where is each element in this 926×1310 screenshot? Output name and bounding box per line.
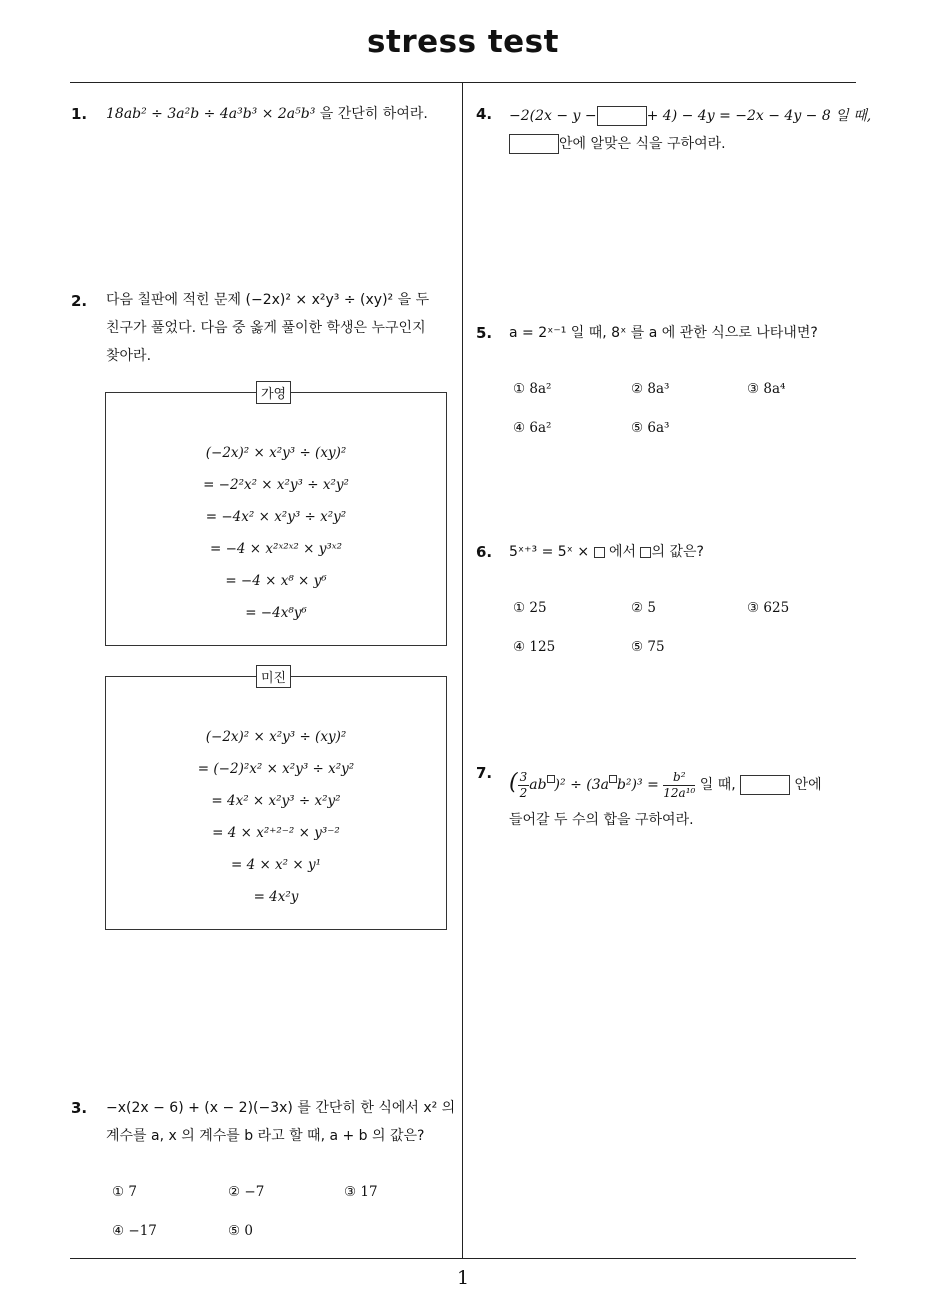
q5-option-5[interactable]: ⑤ 6a³ — [631, 420, 670, 436]
q1-text: 을 간단히 하여라. — [319, 106, 428, 122]
q5-option-4[interactable]: ④ 6a² — [513, 420, 552, 436]
page-title: stress test — [367, 24, 559, 60]
question-number-5: 5. — [476, 324, 493, 342]
q4-expression-b: + 4) − 4y = −2x − 4y − 8 일 때, — [646, 108, 872, 124]
step-line: = 4 × x²⁺²⁻² × y³⁻² — [212, 825, 340, 841]
q5-text: a = 2ˣ⁻¹ 일 때, 8ˣ 를 a 에 관한 식으로 나타내면? — [509, 325, 818, 341]
step-line: (−2x)² × x²y³ ÷ (xy)² — [205, 729, 347, 745]
question-3 — [106, 1094, 458, 1150]
q7-text-b: 안에 — [794, 777, 822, 793]
q7-fraction-2-numerator: b² — [663, 770, 695, 786]
q7-expression-after: )² ÷ (3a — [554, 777, 609, 793]
question-6 — [509, 538, 859, 566]
bottom-divider — [70, 1258, 856, 1259]
box-label-gayeong: 가영 — [256, 381, 291, 404]
q6-text-c: 의 값은? — [651, 544, 704, 560]
step-line: = (−2)²x² × x²y³ ÷ x²y² — [197, 761, 355, 777]
q3-line-1: −x(2x − 6) + (x − 2)(−3x) 를 간단히 한 식에서 x² 의 — [106, 1100, 456, 1116]
q4-answer-blank — [597, 106, 647, 126]
q7-fraction-1-numerator: 3 — [519, 769, 528, 784]
q6-text-b: 에서 — [608, 544, 637, 560]
q5-option-1[interactable]: ① 8a² — [513, 381, 552, 397]
solution-box-mijin — [105, 671, 447, 930]
q7-box-symbol — [609, 775, 617, 783]
q2-line-1: 다음 칠판에 적힌 문제 (−2x)² × x²y³ ÷ (xy)² 을 두 — [106, 292, 430, 308]
gayeong-steps — [106, 437, 446, 629]
question-number-3: 3. — [71, 1099, 88, 1117]
q6-box-symbol — [640, 547, 651, 558]
q3-option-2[interactable]: ② −7 — [228, 1184, 265, 1200]
question-1 — [106, 100, 428, 128]
q6-option-3[interactable]: ③ 625 — [747, 600, 790, 616]
q3-option-1[interactable]: ① 7 — [112, 1184, 137, 1200]
q5-option-3[interactable]: ③ 8a⁴ — [747, 381, 786, 397]
mijin-steps — [106, 721, 446, 913]
question-7 — [509, 764, 861, 834]
q7-fraction-1-denominator: 2 — [519, 785, 528, 800]
q7-line-2: 들어갈 두 수의 합을 구하여라. — [509, 812, 694, 828]
q4-answer-blank — [509, 134, 559, 154]
q7-box-symbol — [547, 775, 555, 783]
box-label-mijin: 미진 — [256, 665, 291, 688]
q6-option-5[interactable]: ⑤ 75 — [631, 639, 665, 655]
step-line: = −4 × x⁸ × y⁶ — [225, 573, 327, 589]
question-2 — [106, 286, 458, 370]
q6-option-1[interactable]: ① 25 — [513, 600, 547, 616]
q2-line-2: 친구가 풀었다. 다음 중 옳게 풀이한 학생은 누구인지 — [106, 320, 426, 336]
q7-fraction-1 — [518, 770, 530, 801]
solution-box-gayeong — [105, 387, 447, 646]
question-number-2: 2. — [71, 292, 88, 310]
q7-expression-mid: ab — [529, 777, 547, 793]
q4-expression-a: −2(2x − y − — [509, 108, 597, 124]
column-divider — [462, 83, 463, 1259]
q1-expression: 18ab² ÷ 3a²b ÷ 4a³b³ × 2a⁵b³ — [106, 106, 316, 122]
question-number-6: 6. — [476, 543, 493, 561]
q5-option-2[interactable]: ② 8a³ — [631, 381, 670, 397]
top-divider — [70, 82, 856, 83]
q7-text-a: 일 때, — [699, 777, 736, 793]
step-line: = −4 × x²ˣ²ˣ² × y³ˣ² — [210, 541, 342, 557]
step-line: = −4x⁸y⁶ — [245, 605, 307, 621]
step-line: = 4 × x² × y¹ — [230, 857, 322, 873]
q4-line-2: 안에 알맞은 식을 구하여라. — [559, 136, 726, 152]
q6-option-4[interactable]: ④ 125 — [513, 639, 556, 655]
q7-answer-blank — [740, 775, 790, 795]
question-number-1: 1. — [71, 105, 88, 123]
q7-fraction-2 — [663, 770, 695, 801]
q3-option-5[interactable]: ⑤ 0 — [228, 1223, 253, 1239]
step-line: = 4x²y — [253, 889, 299, 905]
q7-fraction-2-denominator: 12a¹⁰ — [663, 785, 696, 800]
step-line: = −2²x² × x²y³ ÷ x²y² — [203, 477, 349, 493]
step-line: (−2x)² × x²y³ ÷ (xy)² — [205, 445, 347, 461]
step-line: = −4x² × x²y³ ÷ x²y² — [205, 509, 347, 525]
q3-option-4[interactable]: ④ −17 — [112, 1223, 157, 1239]
question-4 — [509, 102, 872, 158]
q2-line-3: 찾아라. — [106, 348, 152, 364]
page-number: 1 — [456, 1267, 470, 1289]
question-number-7: 7. — [476, 764, 493, 782]
q6-option-2[interactable]: ② 5 — [631, 600, 656, 616]
q6-box-symbol — [594, 547, 605, 558]
question-number-4: 4. — [476, 105, 493, 123]
q3-option-3[interactable]: ③ 17 — [344, 1184, 378, 1200]
step-line: = 4x² × x²y³ ÷ x²y² — [211, 793, 341, 809]
q7-expression-after-2: b²)³ = — [616, 777, 659, 793]
q6-text-a: 5ˣ⁺³ = 5ˣ × — [509, 544, 590, 560]
question-5 — [509, 319, 859, 347]
q3-line-2: 계수를 a, x 의 계수를 b 라고 할 때, a + b 의 값은? — [106, 1128, 425, 1144]
q7-open-paren: ( — [509, 770, 518, 795]
